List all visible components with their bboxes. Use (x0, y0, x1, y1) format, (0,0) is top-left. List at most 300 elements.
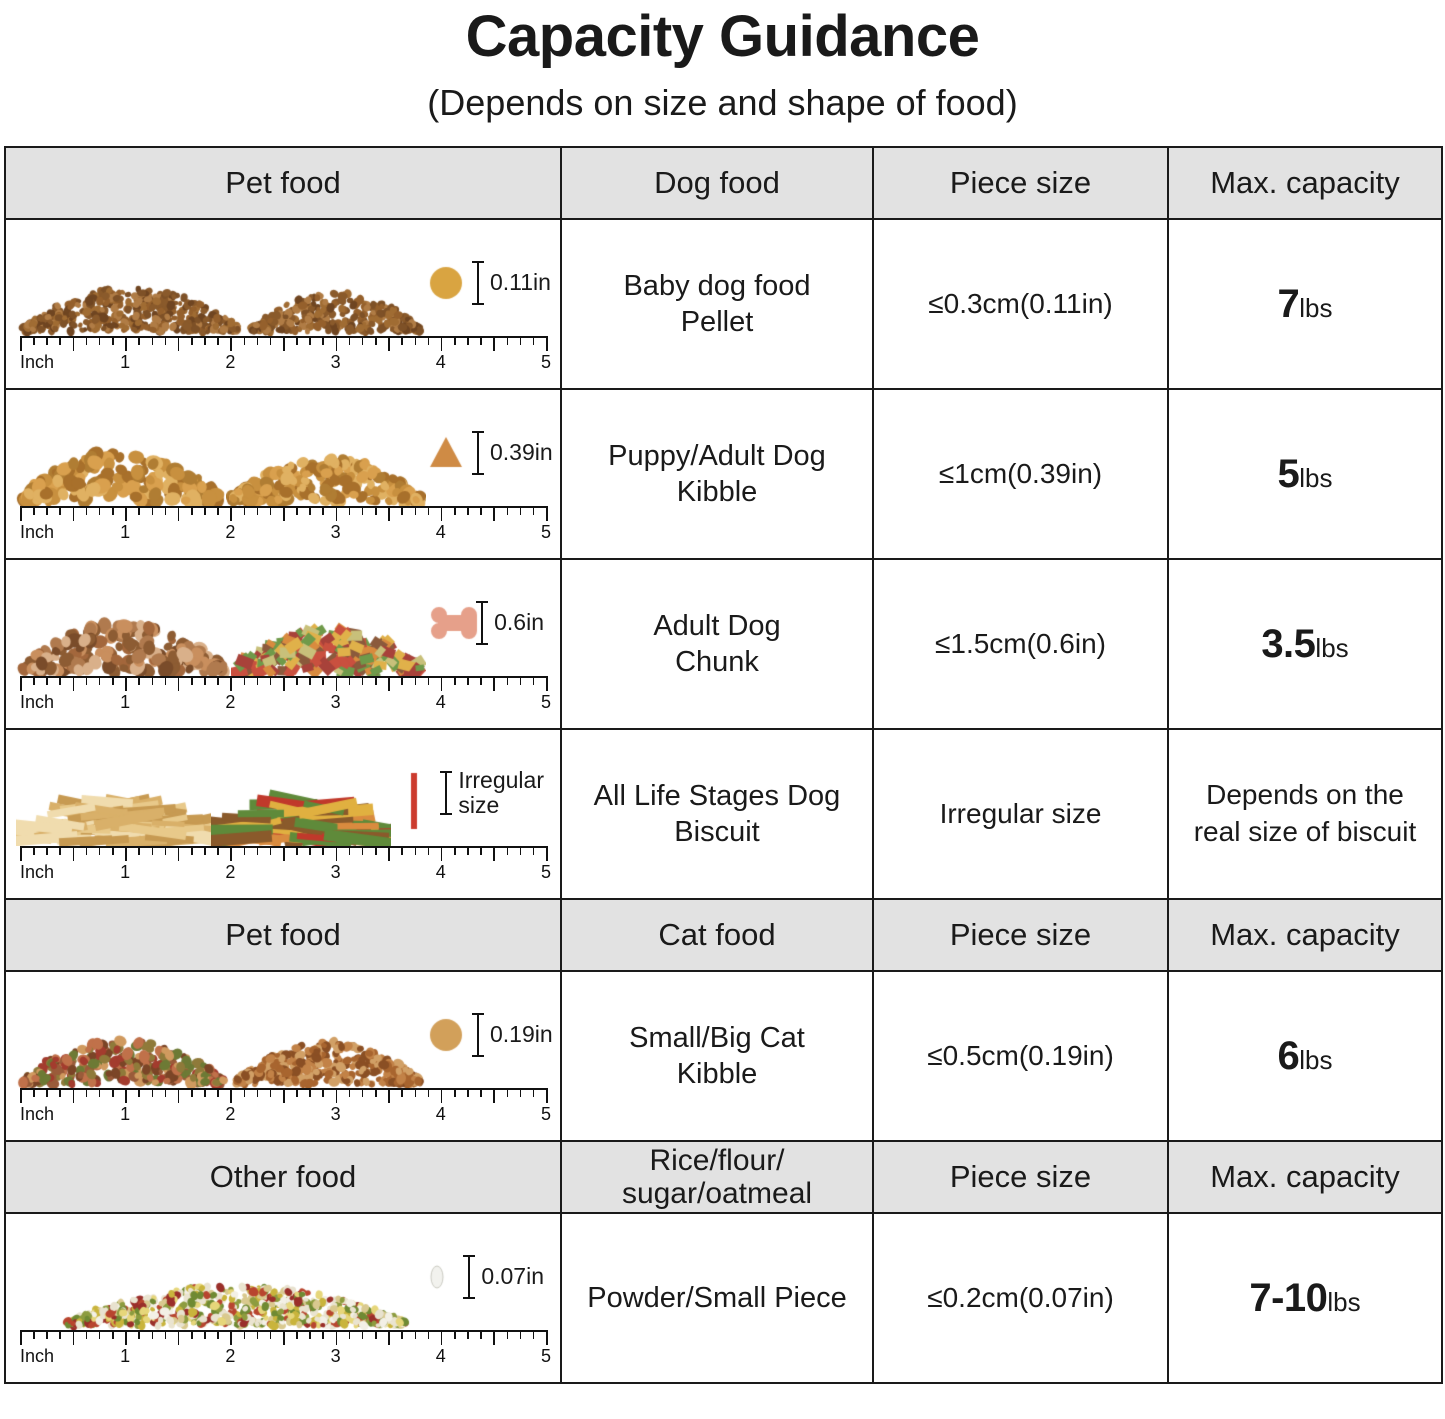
ruler-unit-label: Inch (20, 1103, 55, 1124)
ruler-tick (270, 676, 272, 685)
ruler-tick (257, 676, 259, 685)
sample-shape-icon (426, 431, 466, 475)
ruler-tick (336, 336, 338, 351)
ruler-tick (362, 676, 364, 685)
ruler-tick (309, 506, 311, 515)
header-dog-food: Dog food (561, 147, 873, 219)
dimension-label: 0.6in (494, 609, 544, 636)
ruler-tick (20, 676, 22, 691)
ruler-label: 5 (540, 1345, 552, 1366)
page-subtitle: (Depends on size and shape of food) (427, 81, 1018, 123)
ruler-tick (244, 506, 246, 515)
ruler-tick (467, 1088, 469, 1097)
ruler-tick (546, 1330, 548, 1345)
dimension-label (458, 768, 544, 818)
ruler-tick (507, 1088, 509, 1097)
ruler-tick (441, 336, 443, 351)
ruler-tick (86, 1088, 88, 1097)
ruler-label: 5 (540, 1103, 552, 1124)
table-row (5, 1213, 1442, 1383)
ruler-tick (73, 506, 75, 521)
ruler-tick (178, 676, 180, 691)
ruler-tick (467, 1330, 469, 1339)
dimension-label: 0.11in (490, 269, 551, 296)
ruler-tick (191, 846, 193, 855)
food-name-line2: Pellet (680, 305, 754, 338)
ruler-tick (493, 336, 495, 351)
sample-shape-icon (417, 1255, 457, 1299)
ruler-tick (99, 1088, 101, 1097)
header-max-capacity-dog: Max. capacity (1168, 147, 1442, 219)
ruler-label: 5 (540, 351, 552, 372)
ruler-tick (46, 336, 48, 345)
header-pet-food-cat: Pet food (5, 899, 561, 971)
food-name-line2: Kibble (676, 475, 758, 508)
ruler-label: 5 (540, 861, 552, 882)
food-pile-large (56, 1224, 416, 1330)
ruler-tick (428, 1330, 430, 1339)
ruler-tick (46, 846, 48, 855)
ruler-tick (138, 506, 140, 515)
ruler-tick (20, 1330, 22, 1345)
illustration-cell (5, 389, 561, 559)
ruler-tick (375, 336, 377, 345)
table-row (5, 559, 1442, 729)
ruler-tick (362, 1330, 364, 1339)
ruler-tick (533, 1088, 535, 1097)
piece-size-value: ≤0.2cm(0.07in) (873, 1213, 1168, 1383)
ruler-tick (480, 336, 482, 345)
ruler-tick (59, 1330, 61, 1339)
ruler-tick (520, 1088, 522, 1097)
ruler-tick (309, 1088, 311, 1097)
ruler-tick (375, 1330, 377, 1339)
ruler-tick (493, 506, 495, 521)
ruler-tick (349, 846, 351, 855)
ruler-label: 3 (330, 861, 341, 882)
ruler-tick (296, 1330, 298, 1339)
ruler-tick (165, 676, 167, 685)
ruler-tick (46, 676, 48, 685)
ruler-tick (59, 506, 61, 515)
ruler-tick (270, 846, 272, 855)
food-name-line1: Puppy/Adult Dog (608, 439, 826, 472)
ruler-tick (322, 506, 324, 515)
ruler-tick (322, 336, 324, 345)
section-header-cat (5, 899, 1442, 971)
ruler-label: 1 (120, 351, 131, 372)
ruler-tick (349, 336, 351, 345)
single-piece-sample (426, 230, 561, 336)
ruler-tick (86, 336, 88, 345)
ruler-tick (244, 1330, 246, 1339)
food-samples (6, 220, 560, 336)
food-pile-large (16, 570, 231, 676)
sample-shape-icon (394, 771, 434, 815)
header-max-capacity-cat: Max. capacity (1168, 899, 1442, 971)
ruler-tick (349, 1330, 351, 1339)
ruler-tick (217, 506, 219, 515)
ruler-tick (230, 676, 232, 691)
ruler-tick (428, 1088, 430, 1097)
ruler-tick (20, 506, 22, 521)
ruler-tick (375, 676, 377, 685)
header-other-food: Other food (5, 1141, 561, 1213)
ruler-tick (270, 336, 272, 345)
ruler-tick (217, 676, 219, 685)
ruler-tick (138, 846, 140, 855)
ruler-tick (20, 846, 22, 861)
food-samples (6, 1214, 560, 1330)
ruler-tick (388, 846, 390, 861)
ruler-tick (546, 676, 548, 691)
max-capacity-value (1168, 971, 1442, 1141)
ruler-tick (415, 336, 417, 345)
ruler-tick (336, 676, 338, 691)
ruler-tick (441, 1330, 443, 1345)
ruler-tick (283, 846, 285, 861)
ruler-tick (230, 846, 232, 861)
ruler-tick (533, 846, 535, 855)
ruler-tick (507, 846, 509, 855)
ruler-tick (204, 506, 206, 515)
ruler-tick (336, 846, 338, 861)
ruler-tick (230, 506, 232, 521)
table-row (5, 729, 1442, 899)
ruler-label: 5 (540, 521, 552, 542)
ruler-label: 2 (225, 351, 236, 372)
ruler-tick (401, 336, 403, 345)
header-rice-flour-line2: sugar/oatmeal (621, 1176, 813, 1210)
ruler-tick (283, 1088, 285, 1103)
ruler-tick (415, 1330, 417, 1339)
ruler-tick (138, 1330, 140, 1339)
ruler-tick (230, 1330, 232, 1345)
ruler-label: 2 (225, 521, 236, 542)
ruler-tick (125, 506, 127, 521)
illustration-cell (5, 559, 561, 729)
ruler-tick (73, 846, 75, 861)
ruler-tick (270, 506, 272, 515)
ruler-label: 5 (540, 691, 552, 712)
ruler-tick (33, 506, 35, 515)
capacity-number: 3.5 (1261, 621, 1316, 666)
ruler-label: 4 (435, 1103, 446, 1124)
ruler-tick (125, 1088, 127, 1103)
ruler-tick (33, 846, 35, 855)
max-capacity-value (1168, 389, 1442, 559)
ruler-tick (388, 1330, 390, 1345)
ruler-tick (428, 676, 430, 685)
ruler-tick (73, 1088, 75, 1103)
ruler-tick (493, 1088, 495, 1103)
ruler-tick (99, 506, 101, 515)
ruler (20, 506, 552, 554)
food-name-line2: Chunk (675, 645, 759, 678)
illustration-cell (5, 1213, 561, 1383)
capacity-unit: lbs (1299, 1044, 1333, 1075)
ruler-tick (520, 1330, 522, 1339)
ruler-tick (283, 676, 285, 691)
capacity-text-line1: Depends on the (1206, 779, 1404, 811)
ruler-tick (112, 506, 114, 515)
ruler-tick (33, 1330, 35, 1339)
ruler-tick (401, 506, 403, 515)
ruler-tick (33, 1088, 35, 1097)
ruler-tick (309, 1330, 311, 1339)
ruler-tick (375, 1088, 377, 1097)
ruler-tick (362, 506, 364, 515)
ruler-tick (520, 506, 522, 515)
capacity-number: 7-10 (1249, 1275, 1328, 1320)
ruler-tick (454, 676, 456, 685)
ruler-label: 1 (120, 1345, 131, 1366)
ruler-tick (296, 1088, 298, 1097)
sample-shape-icon (426, 261, 466, 305)
ruler-tick (217, 1088, 219, 1097)
header-piece-size-other: Piece size (873, 1141, 1168, 1213)
ruler-tick (112, 1088, 114, 1097)
ruler-tick (362, 336, 364, 345)
header-max-capacity-other: Max. capacity (1168, 1141, 1442, 1213)
capacity-unit: lbs (1299, 462, 1333, 493)
ruler-tick (309, 846, 311, 855)
piece-size-value: Irregular size (873, 729, 1168, 899)
ruler-label: 1 (120, 861, 131, 882)
ruler-tick (336, 506, 338, 521)
ruler-tick (480, 1330, 482, 1339)
ruler-tick (309, 336, 311, 345)
ruler-tick (46, 1088, 48, 1097)
ruler-tick (520, 676, 522, 685)
piece-size-value: ≤1.5cm(0.6in) (873, 559, 1168, 729)
header-rice-flour-line1: Rice/flour/ (649, 1143, 785, 1177)
ruler-tick (59, 676, 61, 685)
single-piece-sample (394, 740, 554, 846)
ruler-tick (204, 676, 206, 685)
food-pile-large (16, 400, 226, 506)
food-pile-small (226, 400, 426, 506)
header-cat-food: Cat food (561, 899, 873, 971)
ruler-tick (112, 1330, 114, 1339)
illustration-cell (5, 971, 561, 1141)
ruler-tick (204, 1330, 206, 1339)
ruler-tick (20, 336, 22, 351)
piece-size-value: ≤0.5cm(0.19in) (873, 971, 1168, 1141)
ruler-tick (86, 1330, 88, 1339)
ruler (20, 676, 552, 724)
single-piece-sample (417, 1224, 554, 1330)
dimension-line-icon (472, 1013, 484, 1057)
ruler-tick (507, 506, 509, 515)
capacity-unit: lbs (1327, 1286, 1361, 1317)
ruler-tick (125, 1330, 127, 1345)
ruler-tick (401, 1330, 403, 1339)
food-samples (6, 972, 560, 1088)
ruler-tick (217, 1330, 219, 1339)
ruler-tick (125, 336, 127, 351)
ruler-tick (493, 1330, 495, 1345)
ruler-tick (388, 336, 390, 351)
ruler-tick (178, 846, 180, 861)
ruler-unit-label: Inch (20, 861, 55, 882)
ruler-tick (99, 1330, 101, 1339)
page-title: Capacity Guidance (465, 4, 980, 69)
ruler-unit-label: Inch (20, 521, 55, 542)
capacity-number: 7 (1277, 281, 1300, 326)
table-row (5, 971, 1442, 1141)
ruler-tick (454, 1088, 456, 1097)
ruler-tick (349, 676, 351, 685)
dimension-line-icon (472, 261, 484, 305)
ruler-tick (138, 1088, 140, 1097)
food-name-line2: Kibble (676, 1057, 758, 1090)
ruler-tick (152, 1088, 154, 1097)
dimension-label: 0.39in (490, 439, 553, 466)
capacity-number: 6 (1277, 1033, 1300, 1078)
ruler-tick (204, 846, 206, 855)
ruler-tick (388, 506, 390, 521)
ruler-label: 1 (120, 1103, 131, 1124)
ruler-tick (244, 676, 246, 685)
ruler-tick (217, 846, 219, 855)
ruler-tick (191, 506, 193, 515)
ruler-tick (138, 336, 140, 345)
ruler-tick (296, 846, 298, 855)
ruler-tick (520, 336, 522, 345)
ruler-tick (59, 846, 61, 855)
ruler-tick (73, 676, 75, 691)
sample-shape-icon (426, 1013, 466, 1057)
ruler-tick (46, 1330, 48, 1339)
ruler (20, 1088, 552, 1136)
ruler-tick (112, 676, 114, 685)
ruler-label: 4 (435, 521, 446, 542)
max-capacity-value (1168, 1213, 1442, 1383)
ruler-tick (138, 676, 140, 685)
ruler-tick (415, 676, 417, 685)
ruler-tick (283, 336, 285, 351)
ruler-tick (533, 336, 535, 345)
ruler-tick (375, 506, 377, 515)
ruler-tick (257, 846, 259, 855)
ruler-tick (454, 846, 456, 855)
ruler-tick (165, 506, 167, 515)
ruler-tick (507, 336, 509, 345)
ruler-label: 4 (435, 1345, 446, 1366)
ruler-tick (178, 1088, 180, 1103)
ruler-label: 4 (435, 691, 446, 712)
max-capacity-value (1168, 559, 1442, 729)
ruler-tick (152, 846, 154, 855)
capacity-unit: lbs (1315, 632, 1349, 663)
ruler-tick (99, 336, 101, 345)
ruler (20, 336, 552, 384)
dimension-line-icon (463, 1255, 475, 1299)
ruler-tick (73, 1330, 75, 1345)
ruler-tick (454, 1330, 456, 1339)
ruler-tick (322, 676, 324, 685)
ruler-label: 2 (225, 861, 236, 882)
ruler-tick (99, 846, 101, 855)
dimension-label-line1: Irregular (458, 767, 544, 794)
ruler-tick (546, 336, 548, 351)
ruler-tick (112, 846, 114, 855)
ruler-label: 2 (225, 691, 236, 712)
single-piece-sample (426, 982, 563, 1088)
ruler-tick (401, 676, 403, 685)
dimension-label-line2: size (458, 791, 500, 818)
ruler-tick (336, 1088, 338, 1103)
food-description (561, 559, 873, 729)
ruler-tick (309, 676, 311, 685)
ruler-tick (257, 1088, 259, 1097)
ruler-tick (296, 676, 298, 685)
ruler-tick (441, 506, 443, 521)
ruler-tick (59, 1088, 61, 1097)
food-name-line1: All Life Stages Dog (593, 779, 841, 812)
ruler-tick (165, 1088, 167, 1097)
ruler-tick (204, 1088, 206, 1097)
ruler-tick (454, 336, 456, 345)
food-description (561, 971, 873, 1141)
ruler-tick (467, 336, 469, 345)
ruler-tick (152, 336, 154, 345)
ruler-label: 3 (330, 1103, 341, 1124)
ruler-tick (296, 336, 298, 345)
ruler-tick (415, 506, 417, 515)
ruler-tick (428, 506, 430, 515)
ruler-tick (86, 506, 88, 515)
dimension-label: 0.07in (481, 1263, 544, 1290)
ruler-tick (283, 1330, 285, 1345)
table-row (5, 219, 1442, 389)
food-description (561, 389, 873, 559)
ruler-tick (217, 336, 219, 345)
ruler-tick (33, 336, 35, 345)
capacity-unit: lbs (1299, 292, 1333, 323)
ruler-label: 1 (120, 521, 131, 542)
ruler-tick (349, 1088, 351, 1097)
ruler-tick (73, 336, 75, 351)
ruler-tick (152, 676, 154, 685)
ruler-tick (362, 846, 364, 855)
ruler-tick (125, 846, 127, 861)
ruler-label: 4 (435, 351, 446, 372)
ruler-tick (480, 676, 482, 685)
ruler-tick (125, 676, 127, 691)
food-name-line2: Biscuit (674, 815, 760, 848)
ruler-tick (244, 1088, 246, 1097)
ruler-tick (46, 506, 48, 515)
dimension-line-icon (440, 771, 452, 815)
ruler-tick (388, 676, 390, 691)
food-pile-small (231, 570, 426, 676)
food-description (561, 1213, 873, 1383)
header-piece-size-dog: Piece size (873, 147, 1168, 219)
ruler-tick (178, 336, 180, 351)
ruler-tick (533, 676, 535, 685)
ruler-tick (165, 846, 167, 855)
header-pet-food-dog: Pet food (5, 147, 561, 219)
ruler-tick (230, 336, 232, 351)
food-description (561, 219, 873, 389)
ruler-tick (257, 1330, 259, 1339)
ruler-tick (375, 846, 377, 855)
ruler (20, 846, 552, 894)
ruler-tick (178, 1330, 180, 1345)
ruler-label: 3 (330, 521, 341, 542)
